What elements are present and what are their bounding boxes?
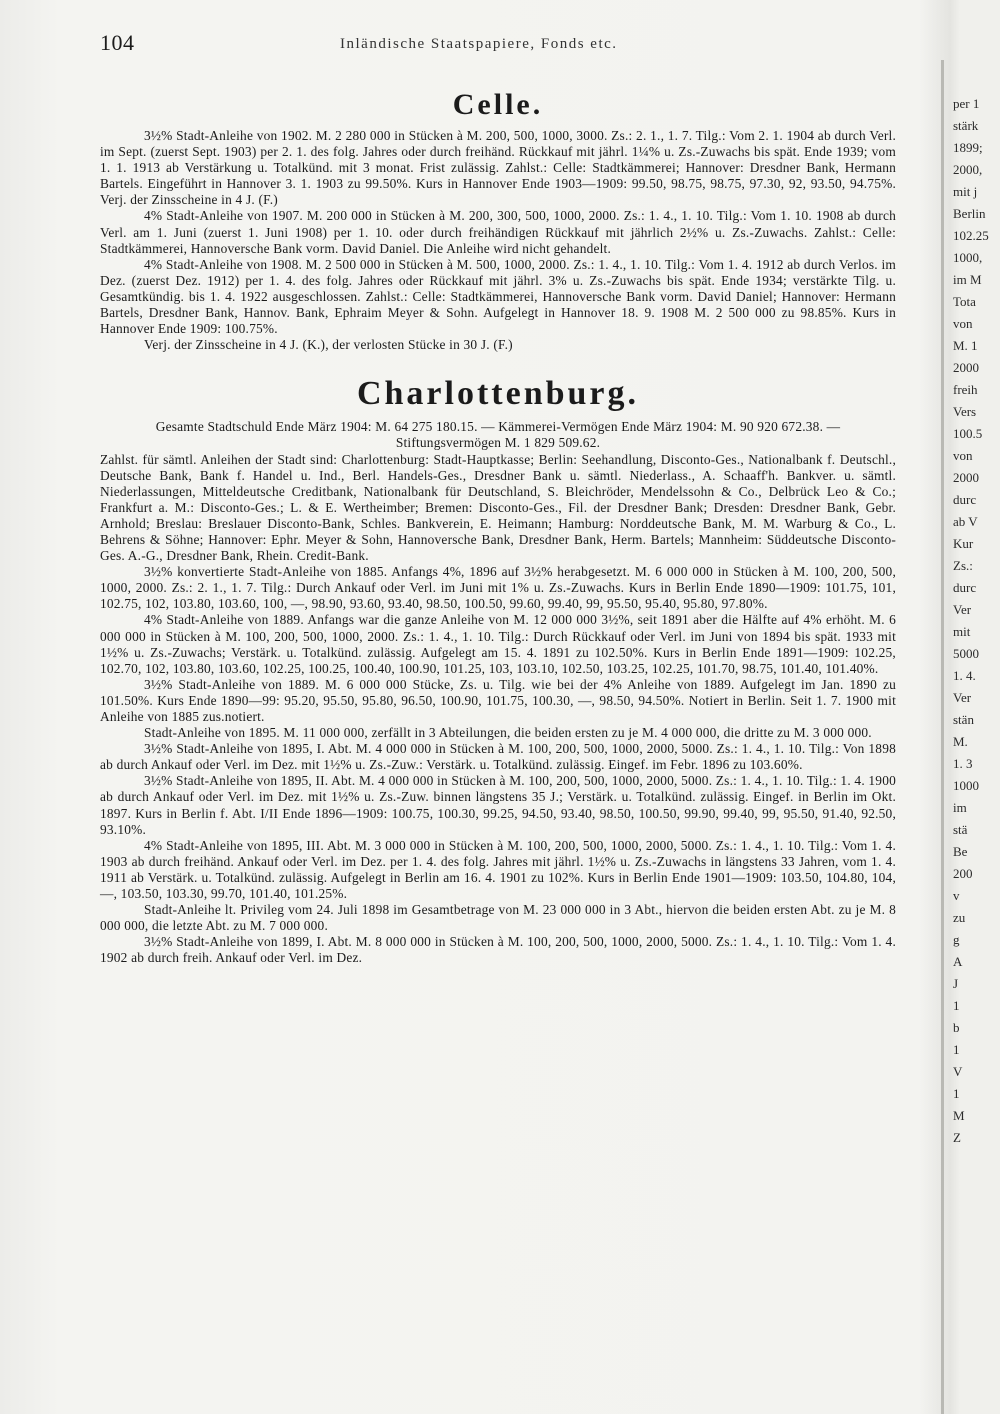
running-head: Inländische Staatspapiere, Fonds etc. xyxy=(340,36,618,52)
adjacent-fragment: stärk xyxy=(953,118,979,133)
adjacent-fragment: ab V xyxy=(953,514,978,529)
adjacent-fragment: stän xyxy=(953,712,974,727)
adjacent-fragment: im xyxy=(953,800,967,815)
adjacent-fragment: per 1 xyxy=(953,96,980,111)
section-charlottenburg xyxy=(100,375,896,966)
adjacent-fragment: Ver xyxy=(953,690,972,705)
adjacent-fragment: Tota xyxy=(953,294,976,309)
adjacent-fragment: zu xyxy=(953,910,966,925)
adjacent-fragment: Kur xyxy=(953,536,974,551)
adjacent-fragment: 1899; xyxy=(953,140,983,155)
adjacent-fragment: v xyxy=(953,888,960,903)
adjacent-fragment: 200 xyxy=(953,866,973,881)
entry-paragraph: Stadt-Anleihe lt. Privileg vom 24. Juli 1898 im Gesamtbetrage von M. 23 000 000 in 3 Abt., hiervon die beiden ersten Abt. zu je M. 8 000 000, die letzte Abt. zu M. 7 000 000. xyxy=(100,902,896,934)
adjacent-fragment: stä xyxy=(953,822,968,837)
entry-paragraph: 4% Stadt-Anleihe von 1895, III. Abt. M. 3 000 000 in Stücken à M. 100, 200, 500, 1000, 2000, 5000. Zs.: 1. 4., 1. 10. Tilg.: Vom 1. 4. 1903 ab durch freihänd. Ankauf oder Verl. im Dez. per 1. 4. des folg. Jahres mit jährl. 1½% u. Zs.-Zuwachs in längstens 33 Jahren, vom 1. 4. 1911 ab Verstärk. u. Totalkünd. zulässig. Aufgelegt in Berlin am 16. 4. 1901 zu 102%. Kurs in Berlin Ende 1901—1909: 103.50, 104.80, 104, —, 103.50, 103.30, 99.70, 101.40, 101.25%. xyxy=(100,837,896,902)
adjacent-fragment: Z xyxy=(953,1130,961,1145)
page-number: 104 xyxy=(100,30,135,55)
entry-paragraph: 4% Stadt-Anleihe von 1889. Anfangs war die ganze Anleihe von M. 12 000 000 3½%, seit 1891 aber die Hälfte auf 4% erhöht. M. 6 000 000 in Stücken à M. 100, 200, 500, 1000, 2000. Zs.: 1. 4., 1. 10. Tilg.: Durch Rückkauf oder Verl. im Juni von 1894 bis spät. 1933 mit 1½% u. Zs.-Zuwachs; Verstärk. u. Totalkünd. zulässig. Aufgelegt am 15. 4. 1891 zu 102.50%. Kurs in Berlin Ende 1891—1909: 102.25, 102.70, 102, 103.80, 103.60, 102.25, 100.25, 100.40, 100.90, 101.25, 103, 103.10, 102.50, 103.25, 102.25, 101.70, 98.75, 101.40, 101.40%. xyxy=(100,612,896,676)
adjacent-fragment: Be xyxy=(953,844,968,859)
adjacent-fragment: 1. 4. xyxy=(953,668,976,683)
adjacent-fragment: Zs.: xyxy=(953,558,973,573)
adjacent-fragment: im M xyxy=(953,272,982,287)
entry-paragraph: 3½% Stadt-Anleihe von 1899, I. Abt. M. 8 000 000 in Stücken à M. 100, 200, 500, 1000, 2000, 5000. Zs.: 1. 4., 1. 10. Tilg.: Vom 1. 4. 1902 ab durch freih. Ankauf oder Verl. im Dez. xyxy=(100,934,896,966)
adjacent-fragment: 1 xyxy=(953,1042,960,1057)
section-celle xyxy=(100,88,896,353)
section-title: Charlottenburg. xyxy=(356,375,640,413)
adjacent-fragment: g xyxy=(953,932,960,947)
adjacent-fragment: 1 xyxy=(953,1086,960,1101)
adjacent-fragment: 2000 xyxy=(953,470,979,485)
adjacent-fragment: Ver xyxy=(953,602,972,617)
main-column xyxy=(100,30,896,967)
adjacent-fragment: 1000, xyxy=(953,250,983,265)
adjacent-page-strip xyxy=(953,96,1000,1414)
adjacent-fragment: Berlin xyxy=(953,206,986,221)
page-header xyxy=(100,30,896,70)
adjacent-fragment: 102.25 xyxy=(953,228,989,243)
section-intro: Gesamte Stadtschuld Ende März 1904: M. 64 275 180.15. — Kämmerei-Vermögen Ende März 1904: M. 90 920 672.38. — Stiftungsvermögen M. 1 829 509.62. xyxy=(155,419,841,451)
adjacent-fragment: 1000 xyxy=(953,778,979,793)
entry-paragraph: 4% Stadt-Anleihe von 1907. M. 200 000 in Stücken à M. 200, 300, 500, 1000, 2000. Zs.: 1. 4., 1. 10. Tilg.: Vom 1. 10. 1908 ab durch Verl. am 1. Juni (zuerst 1. Juni 1908) per 1. 10. oder durch freihändigen Rückkauf mit jährlich 2½% u. Zs.-Zuwachs. Zahlst.: Celle: Stadtkämmerei, Hannoversche Bank vorm. David Daniel. Die Anleihe wird nicht gehandelt. xyxy=(100,208,896,256)
entry-paragraph: 3½% konvertierte Stadt-Anleihe von 1885. Anfangs 4%, 1896 auf 3½% herabgesetzt. M. 6 000 000 in Stücken à M. 100, 200, 500, 1000, 2000. Zs.: 2. 1., 1. 7. Tilg.: Durch Ankauf oder Verl. im Juni mit 1% u. Zs.-Zuwachs. Kurs in Berlin Ende 1890—1909: 101.75, 101, 102.75, 102, 103.80, 103.60, 100, —, 98.90, 93.60, 93.40, 98.50, 100.50, 99.60, 99.40, 99, 95.50, 95.40, 95.80, 97.80%. xyxy=(100,564,896,612)
adjacent-fragment: J xyxy=(953,976,959,991)
adjacent-fragment: M. xyxy=(953,734,968,749)
entry-paragraph: 3½% Stadt-Anleihe von 1889. M. 6 000 000 Stücke, Zs. u. Tilg. wie bei der 4% Anleihe von 1889. Aufgelegt im Jan. 1890 zu 101.50%. Kurs Ende 1890—99: 95.20, 95.50, 95.80, 96.50, 100.90, 101.75, 100.30, —, 98.50, 94.50%. Notiert in Berlin. Seit 1. 7. 1900 mit Anleihe von 1885 zus.notiert. xyxy=(100,676,896,724)
adjacent-fragment: von xyxy=(953,316,973,331)
entry-paragraph: Verj. der Zinsscheine in 4 J. (K.), der verlosten Stücke in 30 J. (F.) xyxy=(144,337,513,353)
adjacent-fragment: 1. 3 xyxy=(953,756,973,771)
entry-paragraph: Zahlst. für sämtl. Anleihen der Stadt sind: Charlottenburg: Stadt-Hauptkasse; Berlin: Seehandlung, Disconto-Ges., Nationalbank f. Deutschl., Deutsche Bank, Bank f. Handel u. Ind., Berl. Handels-Ges., Dresdner Bank u. sämtl. Niederlass., A. Schaaff'h. Bankver. u. sämtl. Niederlassungen, Mitteldeutsche Creditbank, Nationalbank für Deutschland, S. Bleichröder, Mendelssohn & Co., Delbrück Leo & Co.; Frankfurt a. M.: Disconto-Ges.; L. & E. Wertheimber; Bremen: Disconto-Ges., Fil. der Dresdner Bank; Dresden: Dresdner Bank, Gebr. Arnhold; Breslau: Breslauer Disconto-Bank, Schles. Bankverein, E. Heimann; Hamburg: Norddeutsche Bank, M. M. Warburg & Co., L. Behrens & Söhne; Hannover: Ephr. Meyer & Sohn, Hannoversche Bank, Dresdner Bank, Herm. Bartels; Mannheim: Süddeutsche Disconto-Ges. A.-G., Dresdner Bank, Rhein. Credit-Bank. xyxy=(100,451,896,564)
adjacent-fragment: 100.5 xyxy=(953,426,983,441)
entry-paragraph: 4% Stadt-Anleihe von 1908. M. 2 500 000 in Stücken à M. 500, 1000, 2000. Zs.: 1. 4., 1. 10. Tilg.: Vom 1. 4. 1912 ab durch Verlos. im Dez. (zuerst Dez. 1912) per 1. 4. des folg. Jahres oder Rückkauf mit jährl. 3% u. Zs.-Zuwachs bis spät. Ende 1934; verstärkte Tilg. u. Gesamtkündig. bis 1. 4. 1922 ausgeschlossen. Zahlst.: Celle: Stadtkämmerei, Hannoversche Bank vorm. David Daniel; Hannover: Hermann Bartels, Dresdner Bank, Hannov. Bank, Ephraim Meyer & Sohn. Aufgelegt in Hannover 18. 9. 1908 M. 2 500 000 zu 98.85%. Kurs in Hannover Ende 1909: 100.75%. xyxy=(100,256,896,337)
entry-paragraph: Stadt-Anleihe von 1895. M. 11 000 000, zerfällt in 3 Abteilungen, die beiden ersten zu je M. 4 000 000, die dritte zu M. 3 000 000. xyxy=(144,725,872,741)
adjacent-fragment: M xyxy=(953,1108,965,1123)
section-title: Celle. xyxy=(452,88,544,121)
entry-paragraph: 3½% Stadt-Anleihe von 1895, II. Abt. M. 4 000 000 in Stücken à M. 100, 200, 500, 1000, 2000, 5000. Zs.: 1. 4., 1. 10. Tilg.: 1. 4. 1900 ab durch Ankauf oder Verl. im Dez. mit 1½% u. Zs.-Zuw. binnen längstens 35 J.; Verstärk. u. Totalkünd. zulässig. Eingef. in Berlin im Okt. 1897. Kurs in Berlin f. Abt. I/II Ende 1896—1909: 100.75, 100.30, 99.25, 94.50, 93.40, 98.50, 100.50, 99.90, 99.40, 99, 95.50, 91.40, 92.50, 93.10%. xyxy=(100,773,896,837)
adjacent-fragment: 2000, xyxy=(953,162,983,177)
entry-paragraph: 3½% Stadt-Anleihe von 1895, I. Abt. M. 4 000 000 in Stücken à M. 100, 200, 500, 1000, 2000, 5000. Zs.: 1. 4., 1. 10. Tilg.: Von 1898 ab durch Ankauf oder Verl. im Dez. mit 1½% u. Zs.-Zuw.: Verstärk. u. Totalkünd. zulässig. Eingef. im Febr. 1896 zu 103.60%. xyxy=(100,741,896,773)
adjacent-fragment: von xyxy=(953,448,973,463)
adjacent-fragment: mit j xyxy=(953,184,978,199)
adjacent-fragment: b xyxy=(953,1020,960,1035)
adjacent-fragment: durc xyxy=(953,580,977,595)
adjacent-fragment: V xyxy=(953,1064,963,1079)
entry-paragraph: 3½% Stadt-Anleihe von 1902. M. 2 280 000 in Stücken à M. 200, 500, 1000, 3000. Zs.: 2. 1., 1. 7. Tilg.: Vom 2. 1. 1904 ab durch Verl. im Sept. (zuerst Sept. 1903) per 2. 1. des folg. Jahres oder durch freihänd. Rückkauf mit jährl. 1¼% u. Zs.-Zuwachs bis spät. Ende 1939; vom 1. 1. 1913 ab Verstärkung u. Totalkünd. mit 3 monat. Frist zulässig. Zahlst.: Celle: Stadtkämmerei; Hannover: Dresdner Bank, Hermann Bartels. Eingeführt in Hannover 3. 1. 1903 zu 99.50%. Kurs in Hannover Ende 1903—1909: 99.50, 98.75, 98.75, 97.30, 92, 93.50, 94.75%. Verj. der Zinsscheine in 4 J. (F.) xyxy=(100,128,896,208)
adjacent-fragment: 2000 xyxy=(953,360,979,375)
adjacent-fragment: durc xyxy=(953,492,977,507)
adjacent-fragment: mit xyxy=(953,624,971,639)
adjacent-fragment: Vers xyxy=(953,404,977,419)
adjacent-fragment: A xyxy=(953,954,963,969)
page-gutter xyxy=(941,60,944,1414)
adjacent-fragment: freih xyxy=(953,382,978,397)
adjacent-fragment: 5000 xyxy=(953,646,979,661)
adjacent-fragment: M. 1 xyxy=(953,338,978,353)
adjacent-fragment: 1 xyxy=(953,998,960,1013)
